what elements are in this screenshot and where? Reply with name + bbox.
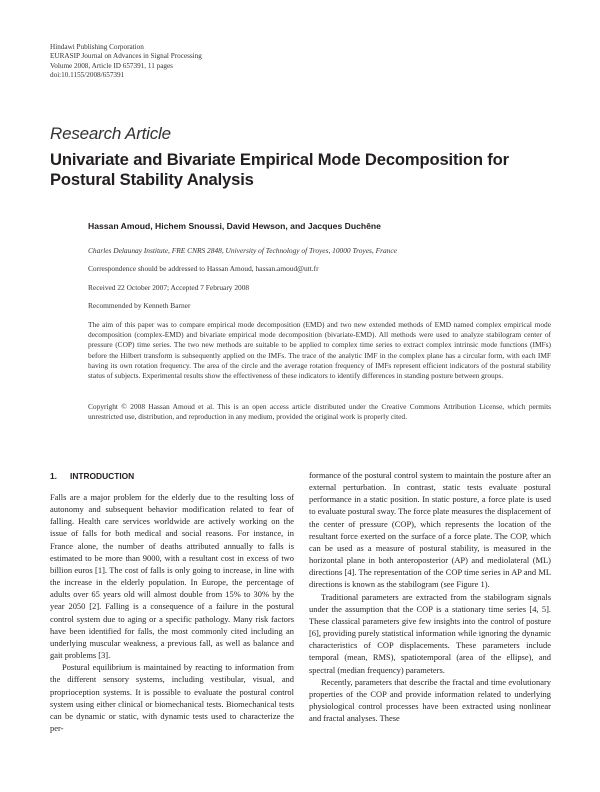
author-list: Hassan Amoud, Hichem Snoussi, David Hewson, and Jacques Duchêne (88, 221, 381, 231)
publisher-line: Hindawi Publishing Corporation (50, 43, 144, 51)
right-column (309, 469, 551, 724)
article-kind: Research Article (50, 124, 171, 143)
body-paragraph: Falls are a major problem for the elderly due to the resulting loss of autonomy and subsequent behavior modification related to fear of falling. Health care services worldwide are actively working on the issue of falls for both medical and social reasons. For instance, in France alone, the number of deaths attributed annually to falls is estimated to be more than 9000, with a resultant cost in excess of two billion euros [1]. The cost of falls is only going to increase, in line with the increase in the elderly population. In Europe, the percentage of adults over 65 years old will almost double from 15% to 30% by the year 2050 [2]. Falling is a consequence of a failure in the postural control system due to aging or a specific pathology. Many risk factors have been identified for falls, the most commonly cited including an underlying muscular weakness, a previous fall, as well as balance and gait problems [3]. (50, 492, 294, 661)
recommended-by: Recommended by Kenneth Barner (88, 301, 191, 310)
received-accepted-dates: Received 22 October 2007; Accepted 7 February 2008 (88, 283, 250, 292)
journal-line: EURASIP Journal on Advances in Signal Processing (50, 52, 202, 61)
body-paragraph: Postural equilibrium is maintained by reacting to information from the different sensory systems, including vestibular, visual, and proprioception systems. It is possible to evaluate the postural control system using either clinical or biomechanical tests. Biomechanical tests can be dynamic or static, with dynamic tests used to characterize the per- (50, 662, 294, 733)
section-title: INTRODUCTION (70, 471, 135, 481)
doi-line: doi:10.1155/2008/657391 (50, 71, 125, 80)
body-paragraph: formance of the postural control system to maintain the posture after an external perturbation. In contrast, static tests evaluate postural performance in a static position. In static posture, a force plate is used to evaluate postural sway. The force plate measures the displacement of the center of pressure (COP), which represents the location of the resultant force exerted on the surface of a force plate. The COP, which can be used as a measure of postural stability, is measured in the horizontal plane in both anteroposterior (AP) and mediolateral (ML) directions [4]. The representation of the COP time series in AP and ML directions is known as the stabilogram (see Figure 1). (309, 470, 551, 590)
copyright-notice: Copyright © 2008 Hassan Amoud et al. This is an open access article distributed under the Creative Commons Attribution License, which permits unrestricted use, distribution, and reproduction in any medium, provided the original work is properly cited. (88, 402, 551, 422)
affiliation: Charles Delaunay Institute, FRE CNRS 2848, University of Technology of Troyes, 10000 Troyes, France (88, 246, 397, 255)
article-title: Univariate and Bivariate Empirical Mode Decomposition for Postural Stability Analysis (50, 150, 509, 189)
body-paragraph: Traditional parameters are extracted from the stabilogram signals under the assumption that the COP is a stationary time series [4, 5]. These classical parameters give few insights into the control of posture [6], providing purely statistical information while ignoring the dynamic characteristics of COP displacements. These parameters include temporal (mean, RMS), spatiotemporal (area of the ellipse), and spectral (median frequency) parameters. (309, 591, 551, 675)
correspondence: Correspondence should be addressed to Hassan Amoud, hassan.amoud@utt.fr (88, 264, 319, 273)
body-paragraph: Recently, parameters that describe the fractal and time evolutionary properties of the COP and provide information related to underlying physiological control processes have been extracted using nonlinear and fractal analyses. These (309, 676, 551, 724)
journal-header (50, 43, 350, 81)
section-heading (50, 471, 134, 481)
volume-line: Volume 2008, Article ID 657391, 11 pages (50, 61, 173, 70)
left-column (50, 491, 294, 734)
abstract: The aim of this paper was to compare empirical mode decomposition (EMD) and two new extended methods of EMD named complex empirical mode decomposition (complex-EMD) and bivariate empirical mode decomposition (bivariate-EMD). All methods were used to analyze stabilogram center of pressure (COP) time series. The two new methods are suitable to be applied to complex time series to extract complex intrinsic mode functions (IMFs) before the Hilbert transform is subsequently applied on the IMFs. The trace of the analytic IMF in the complex plane has a circular form, with each IMF having its own rotation frequency. The area of the circle and the average rotation frequency of IMFs represent efficient indicators of the postural stability status of subjects. Experimental results show the effectiveness of these indicators to identify differences in standing posture between groups. (88, 320, 551, 381)
section-number: 1. (50, 471, 57, 481)
